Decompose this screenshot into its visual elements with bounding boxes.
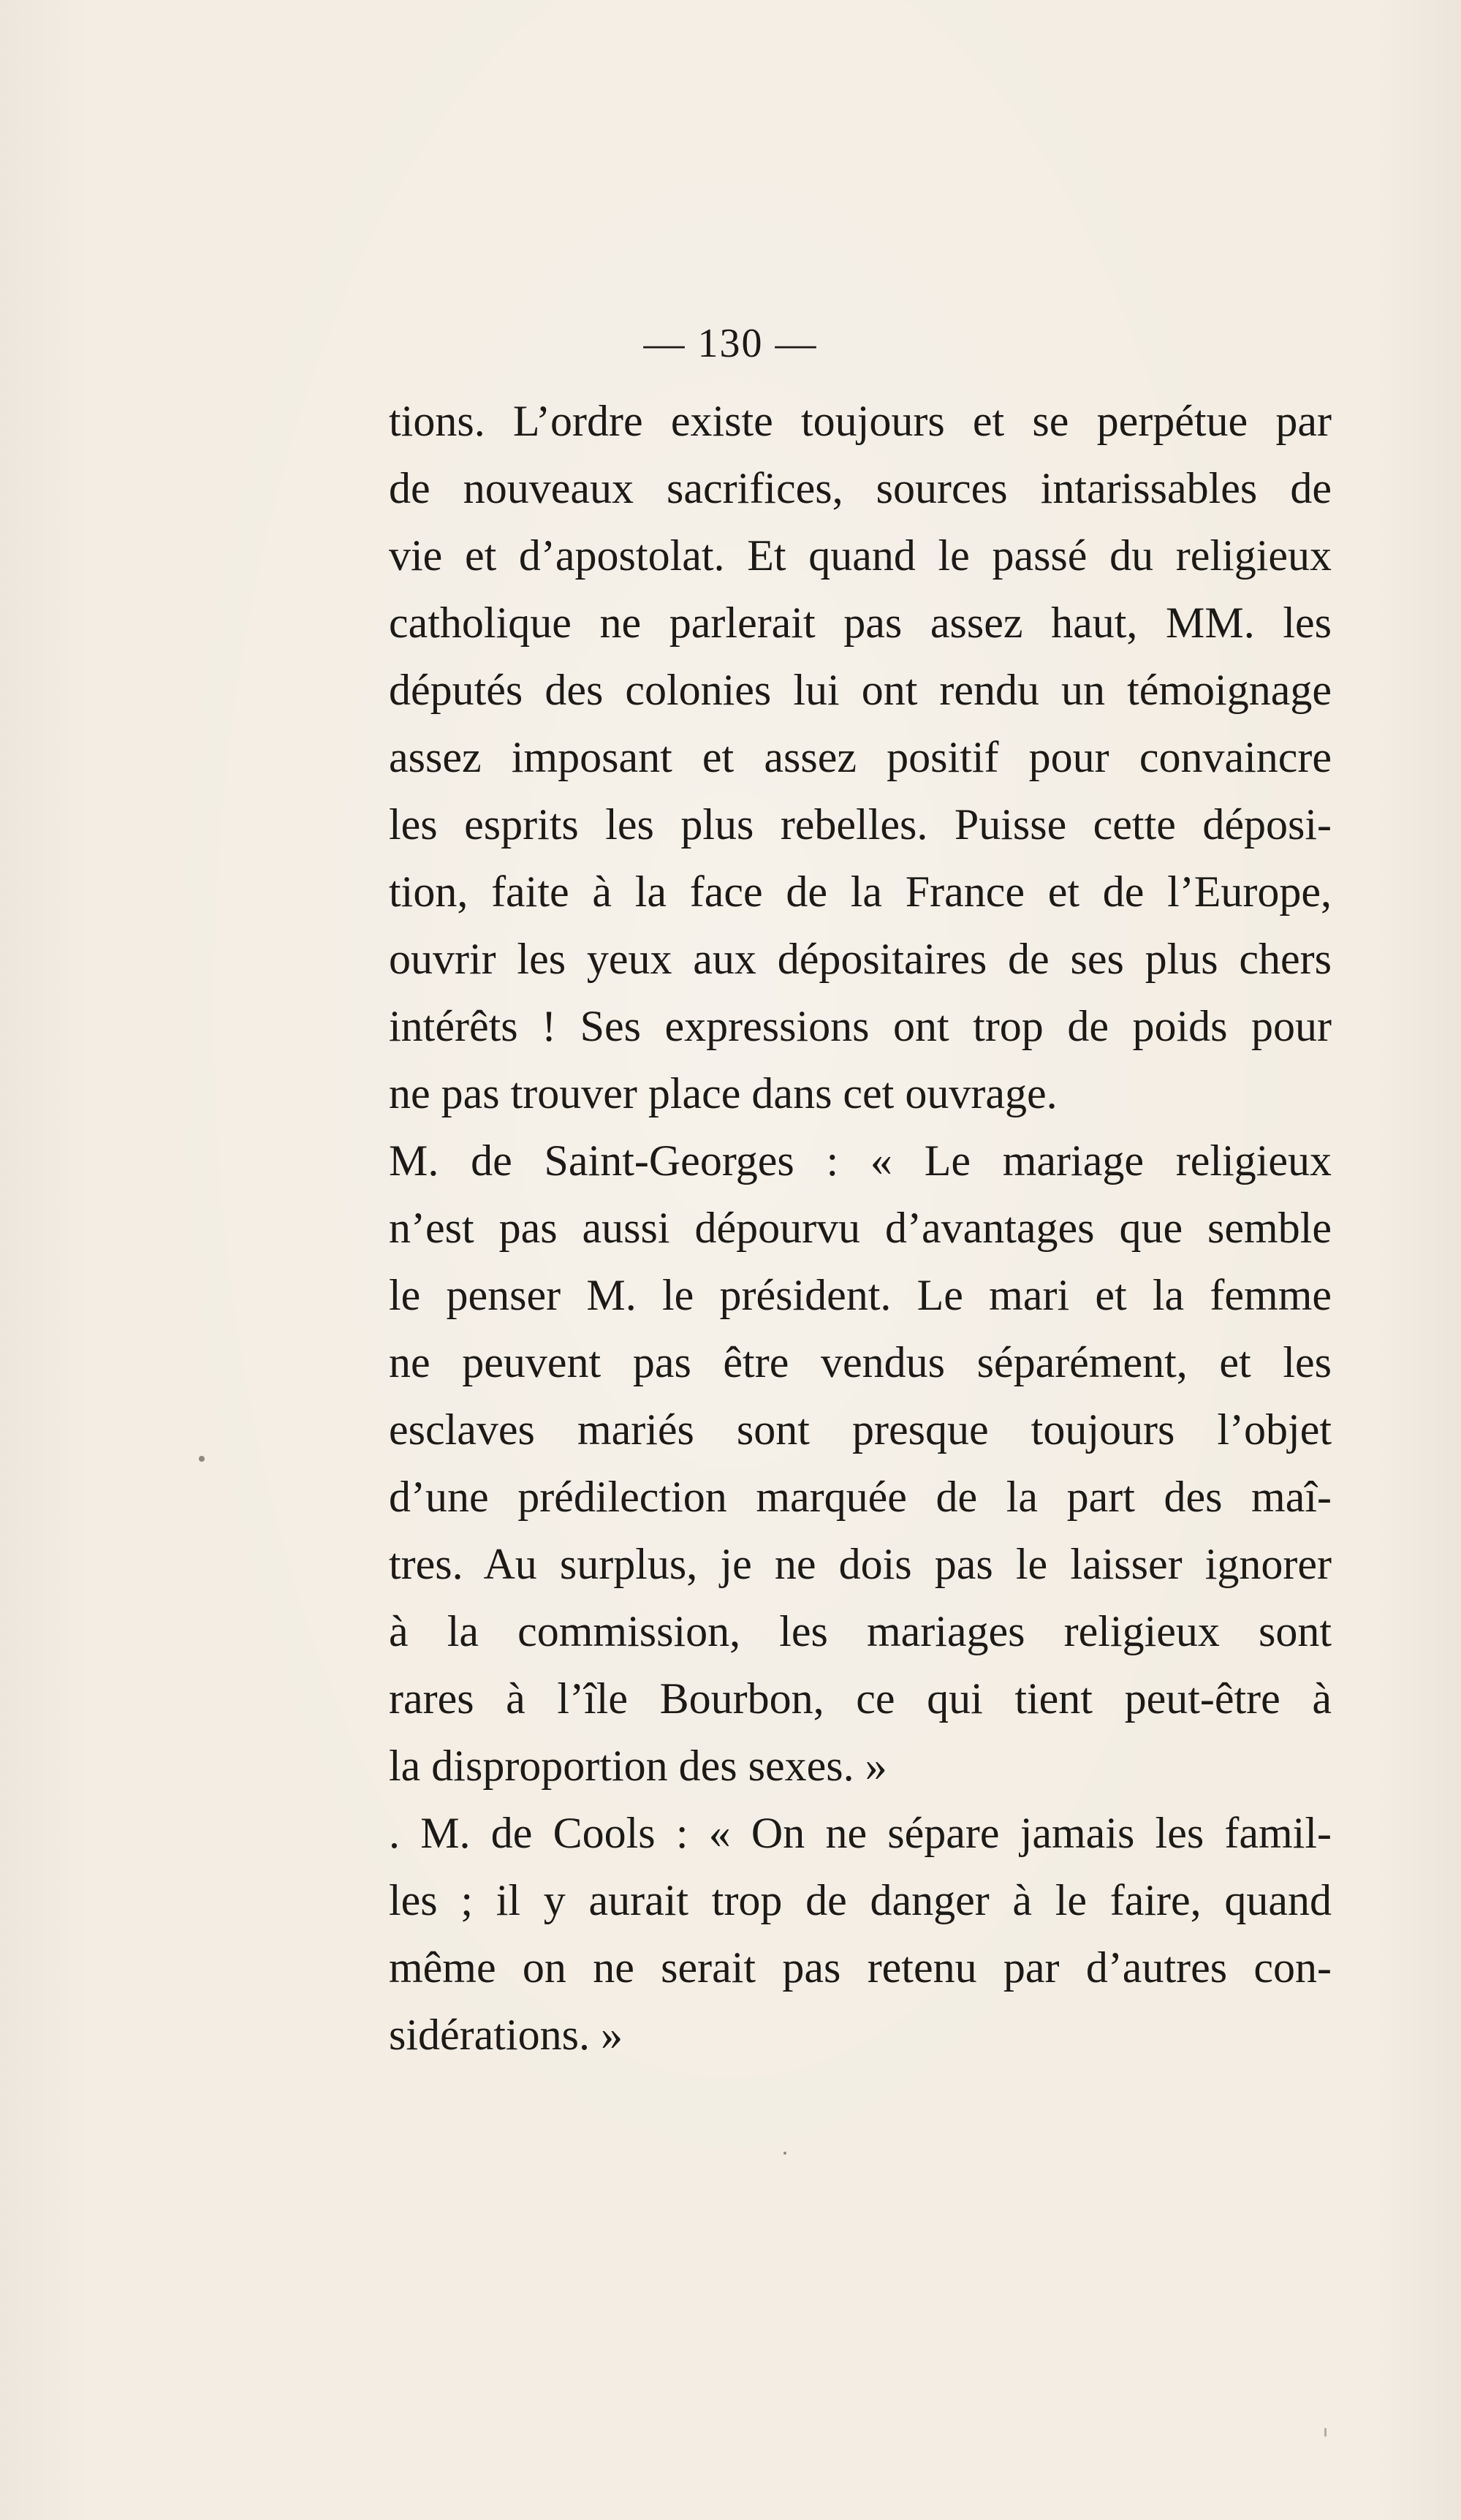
text-line: assez imposant et assez positif pour convaincre (389, 733, 1332, 781)
paper-speck (783, 2152, 786, 2155)
text-line: rares à l’île Bourbon, ce qui tient peut-être à (389, 1674, 1332, 1723)
text-line: catholique ne parlerait pas assez haut, MM. les (389, 599, 1332, 647)
paper-speck (199, 1456, 205, 1462)
text-line: tres. Au surplus, je ne dois pas le laisser ignorer (389, 1540, 1332, 1588)
text-line: le penser M. le président. Le mari et la femme (389, 1271, 1332, 1319)
paper-speck (1324, 2428, 1327, 2437)
text-line: ouvrir les yeux aux dépositaires de ses plus chers (389, 935, 1332, 983)
text-line: la disproportion des sexes. » (389, 1742, 887, 1790)
text-line: à la commission, les mariages religieux sont (389, 1607, 1332, 1655)
text-line: intérêts ! Ses expressions ont trop de poids pour (389, 1002, 1332, 1050)
text-line: de nouveaux sacrifices, sources intarissables de (389, 464, 1332, 512)
text-line: même on ne serait pas retenu par d’autres con- (389, 1943, 1332, 1992)
text-line: vie et d’apostolat. Et quand le passé du religieux (389, 531, 1332, 580)
text-line: les esprits les plus rebelles. Puisse cette déposi- (389, 800, 1332, 849)
text-line: tions. L’ordre existe toujours et se perpétue par (389, 397, 1332, 445)
text-line: d’une prédilection marquée de la part des maî- (389, 1473, 1332, 1521)
text-line: ne pas trouver place dans cet ouvrage. (389, 1069, 1058, 1117)
text-line: esclaves mariés sont presque toujours l’objet (389, 1405, 1332, 1454)
body-text (389, 387, 1332, 2068)
text-line: députés des colonies lui ont rendu un témoignage (389, 666, 1332, 714)
text-line: M. de Saint-Georges : « Le mariage religieux (389, 1136, 1332, 1185)
page-number: — 130 — (643, 321, 818, 366)
text-line: sidérations. » (389, 2011, 623, 2059)
text-line: . M. de Cools : « On ne sépare jamais les famil- (389, 1809, 1332, 1857)
text-line: n’est pas aussi dépourvu d’avantages que semble (389, 1204, 1332, 1252)
text-line: les ; il y aurait trop de danger à le faire, quand (389, 1876, 1332, 1924)
text-line: tion, faite à la face de la France et de l’Europe, (389, 868, 1332, 916)
text-line: ne peuvent pas être vendus séparément, et les (389, 1338, 1332, 1386)
